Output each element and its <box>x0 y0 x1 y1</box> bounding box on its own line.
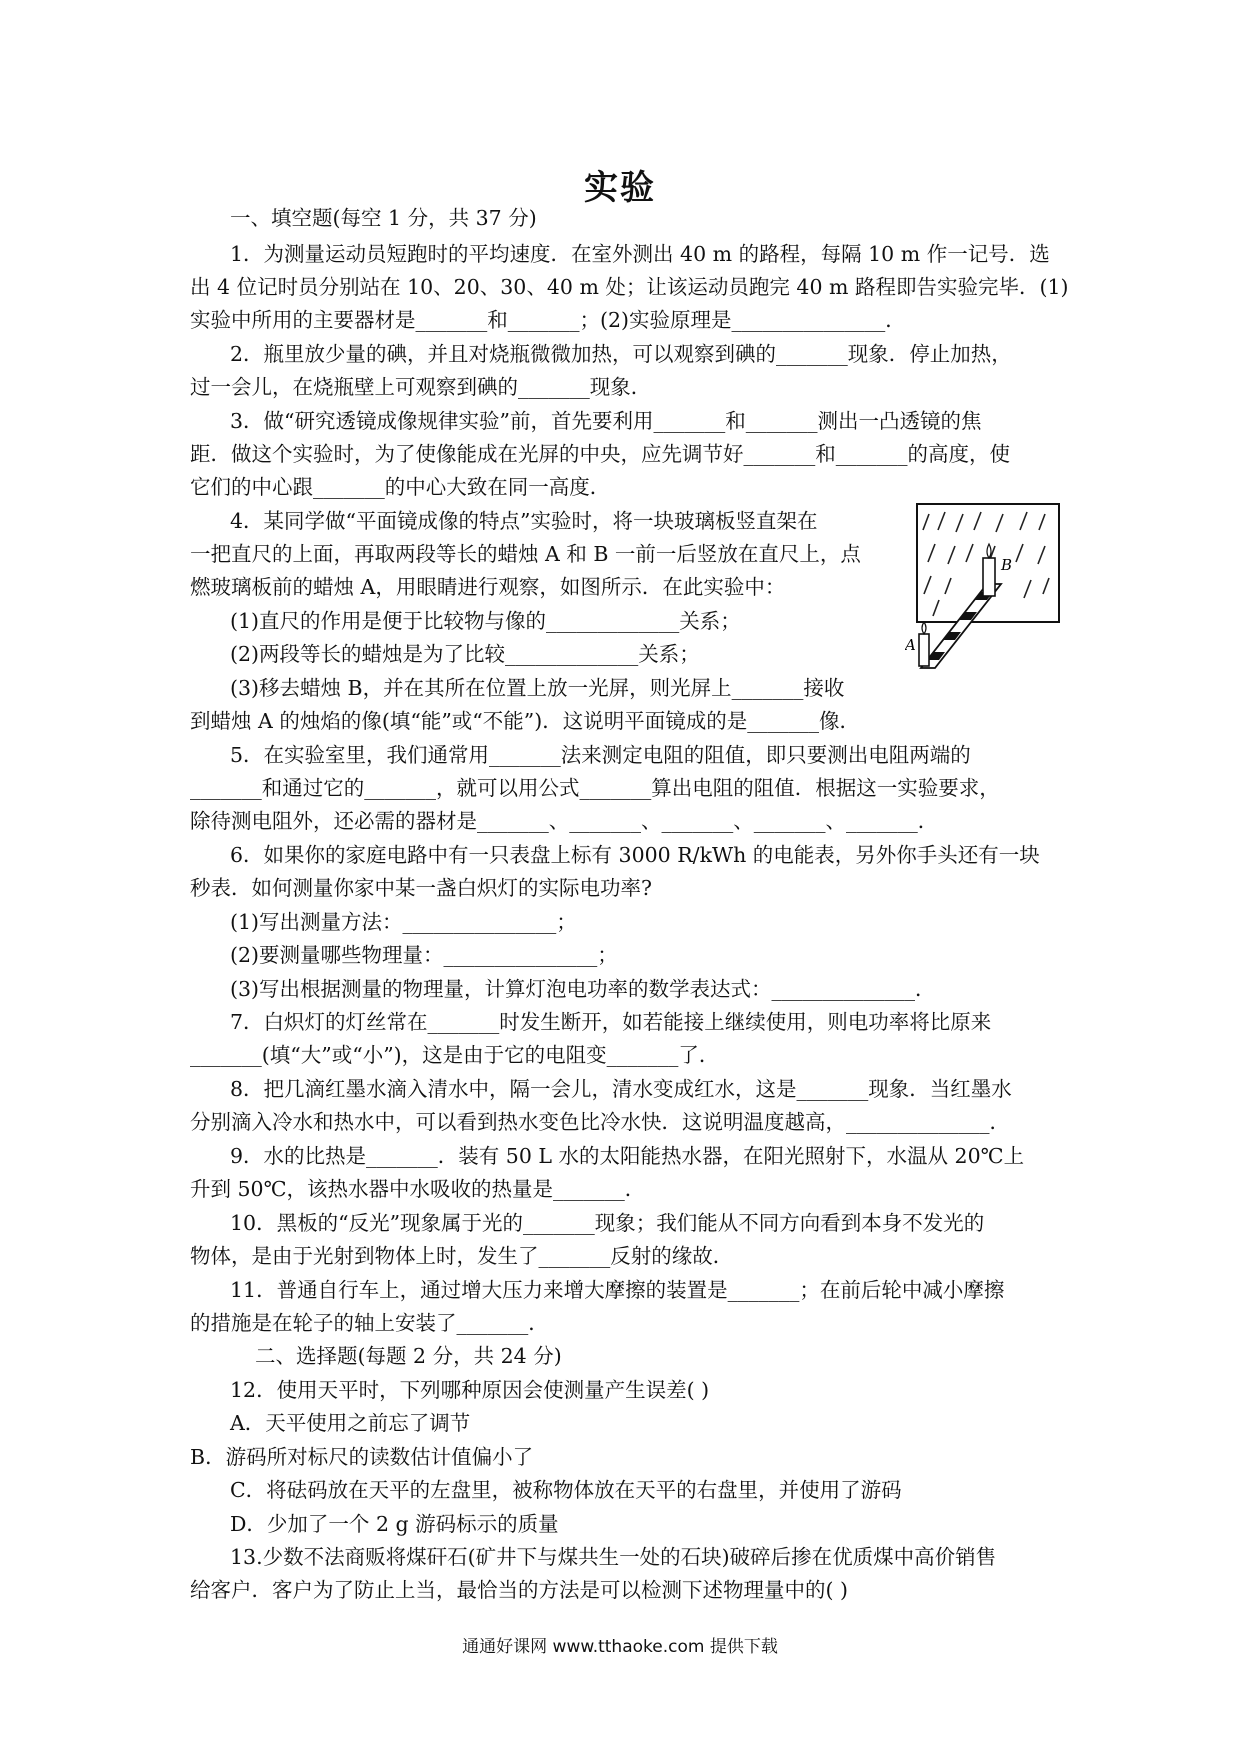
text-line: 11．普通自行车上，通过增大压力来增大摩擦的装置是_______；在前后轮中减小摩擦 <box>230 1278 1005 1302</box>
text-line: 到蜡烛 A 的烛焰的像(填“能”或“不能”)．这说明平面镜成的是_______像． <box>190 709 861 733</box>
plane-mirror-figure <box>905 500 1063 670</box>
text-line: 9．水的比热是_______．装有 50 L 水的太阳能热水器，在阳光照射下，水温从 20℃上 <box>230 1144 1025 1168</box>
text-line: 它们的中心跟_______的中心大致在同一高度． <box>190 475 611 499</box>
text-line: (2)要测量哪些物理量：_______________； <box>230 943 618 967</box>
text-line: 7．白炽灯的灯丝常在_______时发生断开，如若能接上继续使用，则电功率将比原来 <box>230 1010 992 1034</box>
candle-a <box>919 622 929 666</box>
text-line: C．将砝码放在天平的左盘里，被称物体放在天平的右盘里，并使用了游码 <box>230 1478 902 1502</box>
text-line: 3．做“研究透镜成像规律实验”前，首先要利用_______和_______测出一凸透镜的焦 <box>230 409 982 433</box>
text-line: 除待测电阻外，还必需的器材是_______、_______、_______、_______、_______． <box>190 809 939 833</box>
text-line: 过一会儿，在烧瓶壁上可观察到碘的_______现象． <box>190 375 652 399</box>
text-line: 5．在实验室里，我们通常用_______法来测定电阻的阻值，即只要测出电阻两端的 <box>230 743 971 767</box>
text-line: 给客户．客户为了防止上当，最恰当的方法是可以检测下述物理量中的( ) <box>190 1578 849 1602</box>
text-line: 1．为测量运动员短跑时的平均速度．在室外测出 40 m 的路程，每隔 10 m 作一记号．选 <box>230 242 1050 266</box>
text-line: 12．使用天平时，下列哪种原因会使测量产生误差( ) <box>230 1378 710 1402</box>
text-line: 分别滴入冷水和热水中，可以看到热水变色比冷水快．这说明温度越高，______________． <box>190 1110 1010 1134</box>
text-line: B．游码所对标尺的读数估计值偏小了 <box>190 1445 534 1469</box>
text-line: 13.少数不法商贩将煤矸石(矿井下与煤共生一处的石块)破碎后掺在优质煤中高价销售 <box>230 1545 997 1569</box>
text-line: 2．瓶里放少量的碘，并且对烧瓶微微加热，可以观察到碘的_______现象．停止加热， <box>230 342 1012 366</box>
page-title: 实验 <box>584 168 656 208</box>
footer: 通通好课网 www.tthaoke.com 提供下载 <box>462 1637 778 1657</box>
text-line: 出 4 位记时员分别站在 10、20、30、40 m 处；让该运动员跑完 40 m 路程即告实验完毕．(1) <box>190 275 1069 299</box>
text-line: 一把直尺的上面，再取两段等长的蜡烛 A 和 B 一前一后竖放在直尺上，点 <box>190 542 861 566</box>
text-line: 6．如果你的家庭电路中有一只表盘上标有 3000 R/kWh 的电能表，另外你手头还有一块 <box>230 843 1040 867</box>
text-line: 10．黑板的“反光”现象属于光的_______现象；我们能从不同方向看到本身不发光的 <box>230 1211 985 1235</box>
text-line: (1)直尺的作用是便于比较物与像的_____________关系； <box>230 609 741 633</box>
text-line: 实验中所用的主要器材是_______和_______；(2)实验原理是_______________． <box>190 308 906 332</box>
text-line: 距．做这个实验时，为了使像能成在光屏的中央，应先调节好_______和_______的高度，使 <box>190 442 1010 466</box>
text-line: 秒表．如何测量你家中某一盏白炽灯的实际电功率? <box>190 876 652 900</box>
text-line: 物体，是由于光射到物体上时，发生了_______反射的缘故． <box>190 1244 734 1268</box>
text-line: (2)两段等长的蜡烛是为了比较_____________关系； <box>230 642 700 666</box>
text-line: (1)写出测量方法：_______________； <box>230 910 577 934</box>
text-line: 升到 50℃，该热水器中水吸收的热量是_______． <box>190 1177 646 1201</box>
text-line: 一、填空题(每空 1 分，共 37 分) <box>230 206 537 230</box>
text-line: 二、选择题(每题 2 分，共 24 分) <box>255 1344 562 1368</box>
text-line: A．天平使用之前忘了调节 <box>230 1411 471 1435</box>
text-line: D．少加了一个 2 g 游码标示的质量 <box>230 1512 559 1536</box>
text-line: 燃玻璃板前的蜡烛 A，用眼睛进行观察，如图所示．在此实验中： <box>190 575 786 599</box>
label-a: A <box>905 636 916 654</box>
text-line: 8．把几滴红墨水滴入清水中，隔一会儿，清水变成红水，这是_______现象．当红墨水 <box>230 1077 1012 1101</box>
text-line: _______(填“大”或“小”)，这是由于它的电阻变_______了． <box>190 1043 720 1067</box>
text-line: (3)移去蜡烛 B，并在其所在位置上放一光屏，则光屏上_______接收 <box>230 676 845 700</box>
text-line: 的措施是在轮子的轴上安装了_______． <box>190 1311 549 1335</box>
text-line: (3)写出根据测量的物理量，计算灯泡电功率的数学表达式：______________． <box>230 977 936 1001</box>
text-line: _______和通过它的_______，就可以用公式_______算出电阻的阻值．根据这一实验要求， <box>190 776 1000 800</box>
label-b: B <box>1001 556 1013 574</box>
text-line: 4．某同学做“平面镜成像的特点”实验时，将一块玻璃板竖直架在 <box>230 509 818 533</box>
